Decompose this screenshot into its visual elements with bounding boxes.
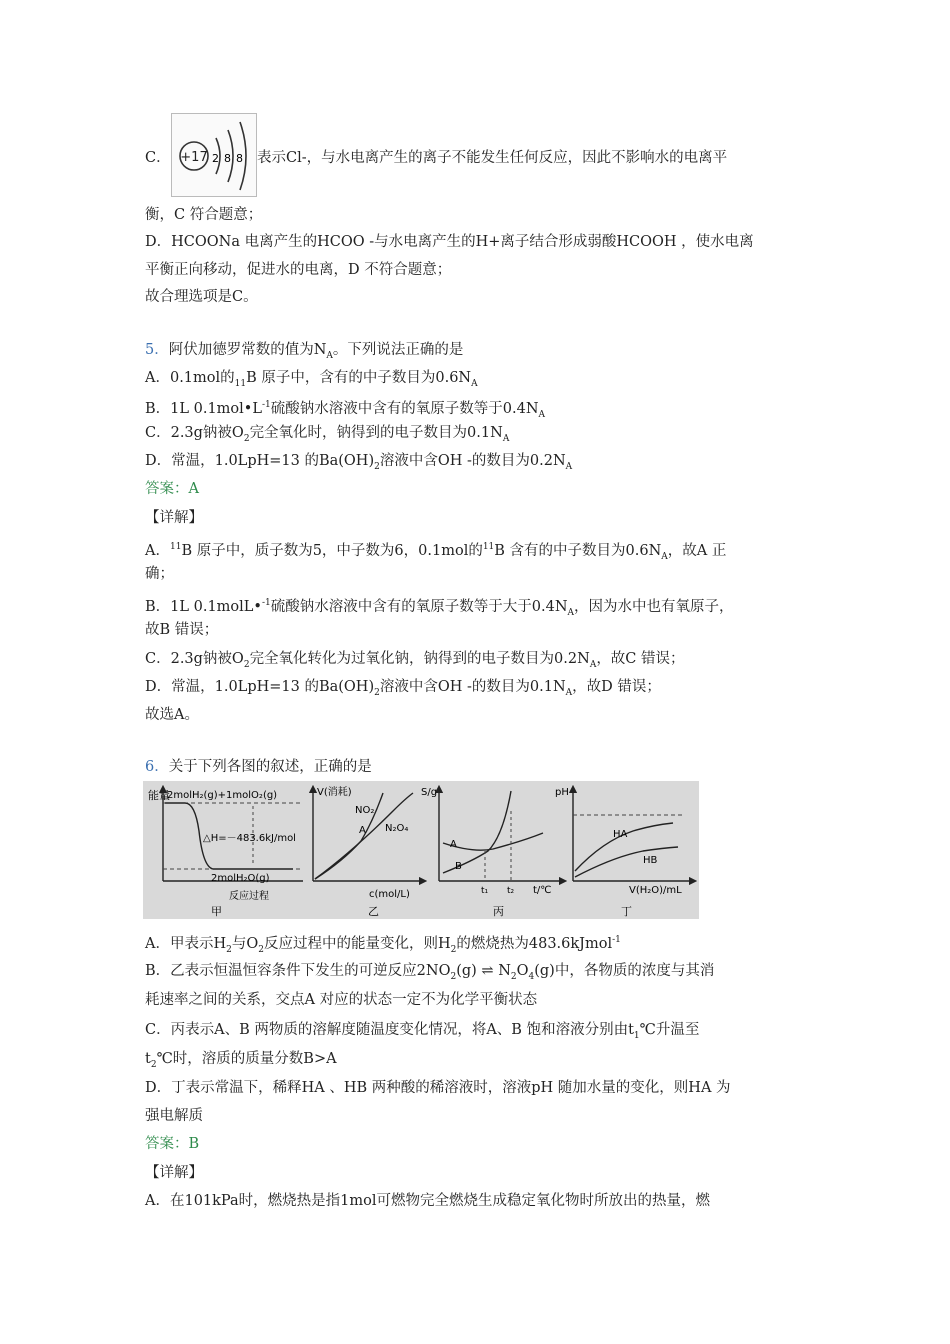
explain-5-a: A．$^{11}$B 原子中，质子数为5，中子数为6，0.1mol的$^{11}$B 含有的中子数目为$0.6N_A$，故A 正 (145, 542, 727, 562)
shell-2-count: 8 (224, 152, 231, 165)
yi-xlabel: c(mol/L) (369, 889, 410, 900)
question-6-option-b: B．乙表示恒温恒容条件下发生的可逆反应$2NO_2(g)$ ⇌ $N_2O_4(g)$中，各物质的浓度与其消 (145, 963, 715, 982)
ding-ha-label: HA (613, 829, 628, 840)
explain-5-c: C．2.3g钠被$O_2$完全氧化转化为过氧化钠，钠得到的电子数目为$0.2N_A$，故C 错误； (145, 651, 685, 670)
bing-a-label: A (450, 839, 457, 850)
question-6-option-c: C．丙表示A、B 两物质的溶解度随温度变化情况，将A、B 饱和溶液分别由$t_1℃$升温至 (145, 1022, 700, 1041)
explain-6-a: A．在101kPa时，燃烧热是指1mol可燃物完全燃烧生成稳定氧化物时所放出的热量，燃 (145, 1193, 711, 1209)
chlorine-ion-structure-diagram (171, 113, 257, 197)
ding-curve-hb (575, 847, 678, 877)
option-d-line1: D．HCOONa 电离产生的HCOO -与水电离产生的H+离子结合形成弱酸HCOOH ，使水电离 (145, 234, 754, 250)
shell-3-count: 8 (236, 152, 243, 165)
ding-ylabel: pH (555, 787, 569, 798)
bing-curve-a (443, 833, 543, 850)
jia-ylabel: 能量 (148, 789, 170, 802)
question-5-conclusion: 故选A。 (145, 707, 199, 723)
explain-5-b: B．1L 0.1molL•$^{-1}$硫酸钠水溶液中含有的氧原子数等于大于$0.4N_A$，因为水中也有氧原子， (145, 598, 734, 618)
question-6-option-b-cont: 耗速率之间的关系，交点A 对应的状态一定不为化学平衡状态 (145, 992, 538, 1008)
question-6-answer: 答案：B (145, 1136, 200, 1152)
ding-xlabel: V(H₂O)/mL (629, 885, 682, 896)
question-5-stem: 5．阿伏加德罗常数的值为$N_A$。下列说法正确的是 (145, 342, 464, 361)
yi-name: 乙 (368, 905, 379, 918)
option-c-continued: 衡，C 符合题意； (145, 207, 263, 223)
jia-name: 甲 (211, 905, 222, 918)
question-6-option-c-cont: $t_2℃$时，溶质的质量分数B>A (145, 1051, 337, 1070)
question-6-stem: 6．关于下列各图的叙述，正确的是 (145, 759, 372, 775)
ding-hb-label: HB (643, 855, 658, 866)
figure-ding (555, 787, 693, 918)
bing-curve-b (443, 791, 511, 873)
bing-t1: t₁ (481, 886, 489, 896)
yi-point-label: A (359, 825, 366, 836)
bing-b-label: B (455, 861, 462, 872)
question-6-option-a: A．甲表示$H_2$与$O_2$反应过程中的能量变化，则$H_2$的燃烧热为483.6kJmol$^{-1}$ (145, 935, 621, 955)
explain-5-a-cont: 确； (145, 566, 174, 582)
option-c-label: C． (145, 150, 171, 166)
jia-bottom-label: 2molH₂O(g) (211, 873, 270, 884)
yi-curve2-label: N₂O₄ (385, 823, 409, 834)
question-5-option-d: D．常温，1.0LpH=13 的$Ba(OH)_2$溶液中含OH -的数目为$0.2N_A$ (145, 453, 573, 472)
explain-5-b-cont: 故B 错误； (145, 622, 219, 638)
question-5-option-c: C．2.3g钠被$O_2$完全氧化时，钠得到的电子数目为$0.1N_A$ (145, 425, 510, 444)
q4-conclusion: 故合理选项是C。 (145, 289, 258, 305)
yi-ylabel: V(消耗) (317, 787, 352, 798)
nucleus-charge: +17 (180, 150, 208, 165)
question-6-figures (143, 781, 699, 919)
figure-jia (148, 788, 303, 918)
explain-5-d: D．常温，1.0LpH=13 的$Ba(OH)_2$溶液中含OH -的数目为$0.1N_A$，故D 错误； (145, 679, 661, 698)
figure-yi (313, 785, 423, 918)
bing-xlabel: t/℃ (533, 885, 552, 896)
yi-curve1-label: NO₂ (355, 805, 375, 816)
bing-name: 丙 (493, 905, 504, 918)
jia-top-label: 2molH₂(g)+1molO₂(g) (167, 790, 278, 801)
option-c-text: 表示Cl-，与水电离产生的离子不能发生任何反应，因此不影响水的电离平 (257, 150, 728, 166)
detail-heading: 【详解】 (145, 510, 203, 526)
ding-name: 丁 (621, 905, 632, 918)
jia-xlabel: 反应过程 (229, 891, 269, 902)
bing-t2: t₂ (507, 886, 515, 896)
question-6-option-d-cont: 强电解质 (145, 1108, 203, 1124)
question-5-answer: 答案：A (145, 481, 199, 497)
question-5-option-a: A．0.1mol的$_{11}$B 原子中，含有的中子数目为$0.6N_A$ (145, 370, 478, 389)
figure-bing (421, 787, 563, 918)
question-number: 5． (145, 342, 169, 358)
question-5-option-b: B．1L $0.1mol•L^{-1}$硫酸钠水溶液中含有的氧原子数等于$0.4N_A$ (145, 400, 546, 420)
detail-heading-6: 【详解】 (145, 1165, 203, 1181)
shell-1-count: 2 (212, 152, 219, 165)
option-d-line2: 平衡正向移动，促进水的电离，D 不符合题意； (145, 262, 452, 278)
bing-ylabel: S/g (421, 787, 438, 798)
question-number: 6． (145, 759, 169, 775)
question-6-option-d: D．丁表示常温下，稀释HA 、HB 两种酸的稀溶液时，溶液pH 随加水量的变化，则HA 为 (145, 1080, 731, 1096)
jia-delta-h: △H=－483.6kJ/mol (203, 833, 296, 844)
